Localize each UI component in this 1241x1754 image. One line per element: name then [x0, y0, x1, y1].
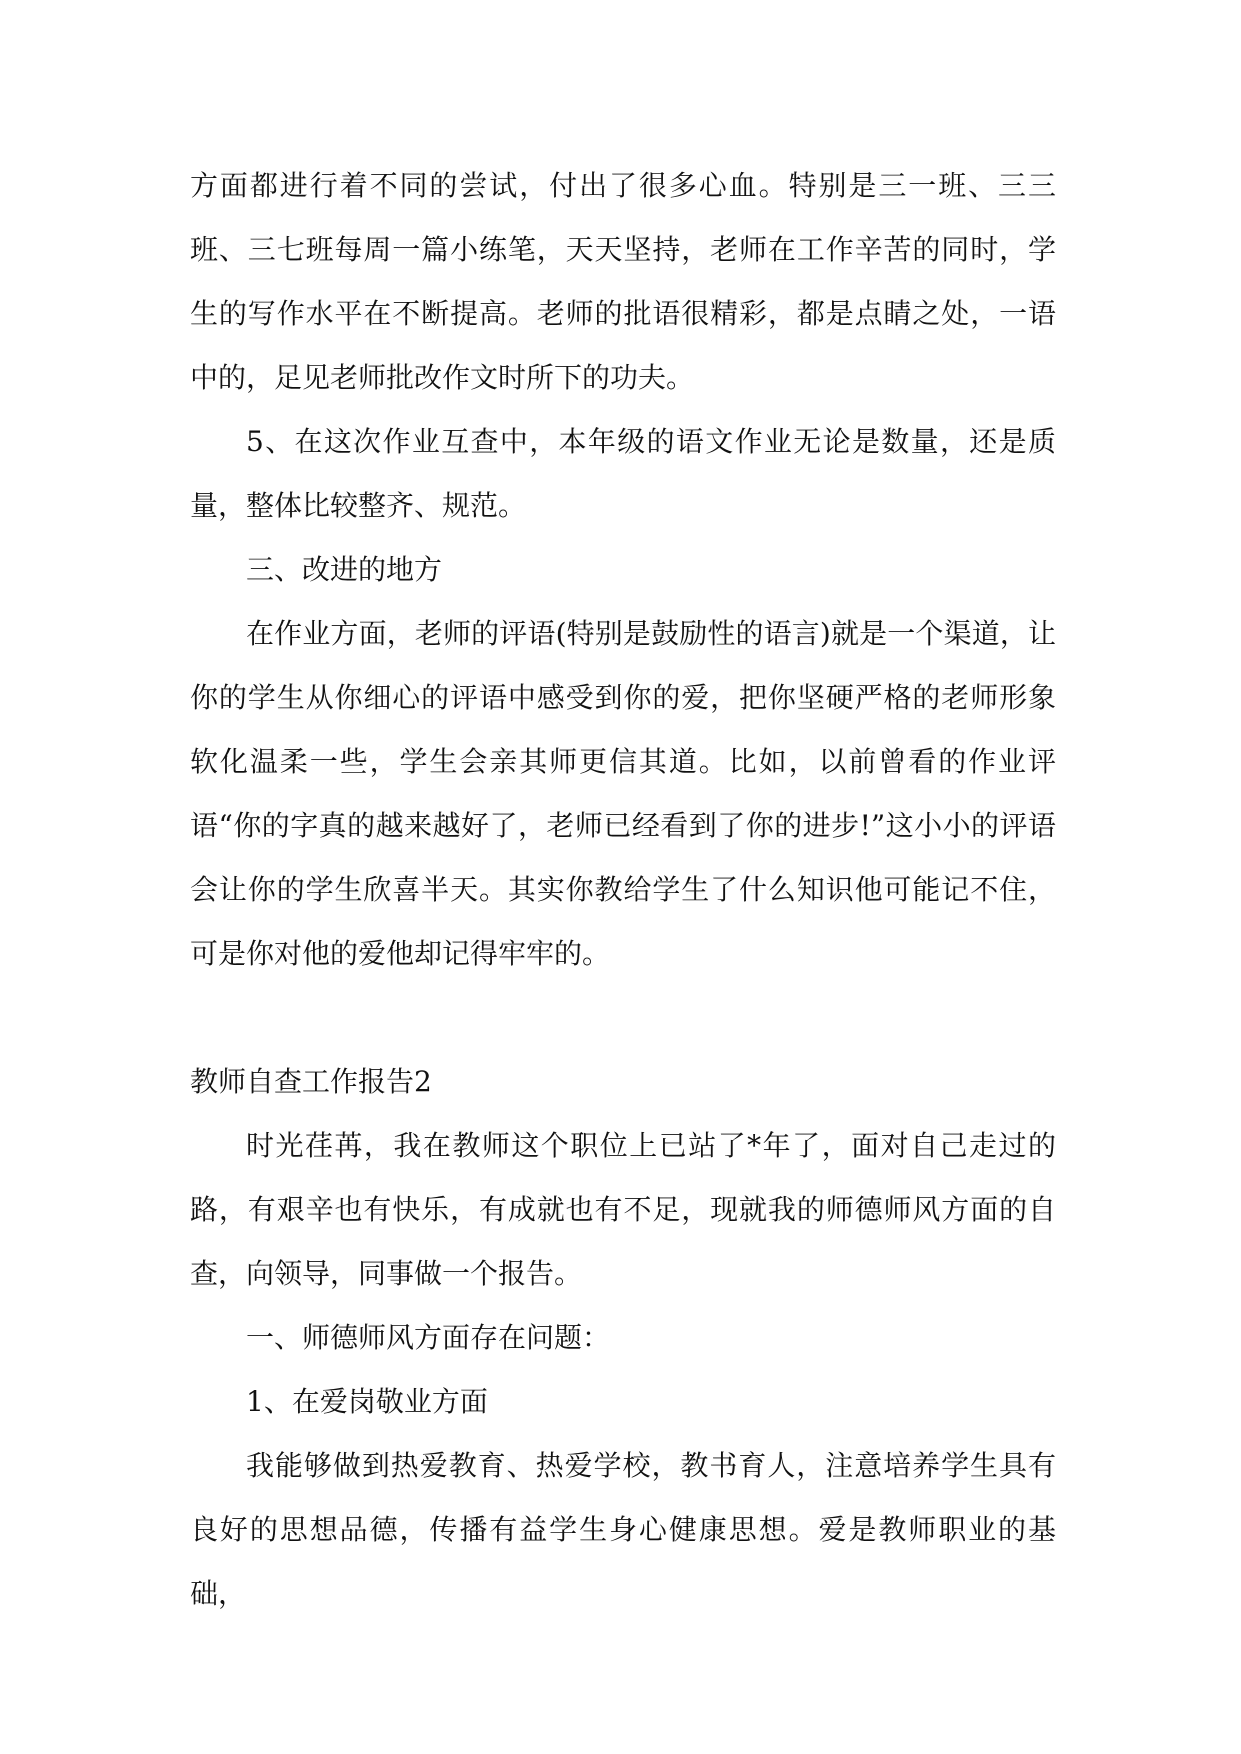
section-heading-improvements: 三、改进的地方 — [246, 553, 443, 586]
paragraph-dedication: 我能够做到热爱教育、热爱学校，教书育人，注意培养学生具有良好的思想品德，传播有益学生身心健康思想。爱是教师职业的基础， — [190, 1449, 1056, 1610]
paragraph-intro: 时光荏苒，我在教师这个职位上已站了*年了，面对自己走过的路，有艰辛也有快乐，有成就也有不足，现就我的师德师风方面的自查，向领导，同事做一个报告。 — [190, 1129, 1056, 1290]
report-title-2: 教师自查工作报告2 — [190, 1065, 432, 1098]
document-body — [190, 154, 1056, 1626]
paragraph-continued: 方面都进行着不同的尝试，付出了很多心血。特别是三一班、三三班、三七班每周一篇小练笔，天天坚持，老师在工作辛苦的同时，学生的写作水平在不断提高。老师的批语很精彩，都是点睛之处，一语中的，足见老师批改作文时所下的功夫。 — [190, 169, 1056, 394]
section-heading-problems: 一、师德师风方面存在问题： — [246, 1321, 611, 1354]
paragraph-item-5: 5、在这次作业互查中，本年级的语文作业无论是数量，还是质量，整体比较整齐、规范。 — [190, 425, 1056, 522]
blank-line — [190, 986, 1056, 1050]
paragraph-improvements: 在作业方面，老师的评语(特别是鼓励性的语言)就是一个渠道，让你的学生从你细心的评语中感受到你的爱，把你坚硬严格的老师形象软化温柔一些，学生会亲其师更信其道。比如，以前曾看的作业评语“你的字真的越来越好了，老师已经看到了你的进步!”这小小的评语会让你的学生欣喜半天。其实你教给学生了什么知识他可能记不住，可是你对他的爱他却记得牢牢的。 — [190, 617, 1056, 970]
subheading-dedication: 1、在爱岗敬业方面 — [246, 1385, 488, 1418]
